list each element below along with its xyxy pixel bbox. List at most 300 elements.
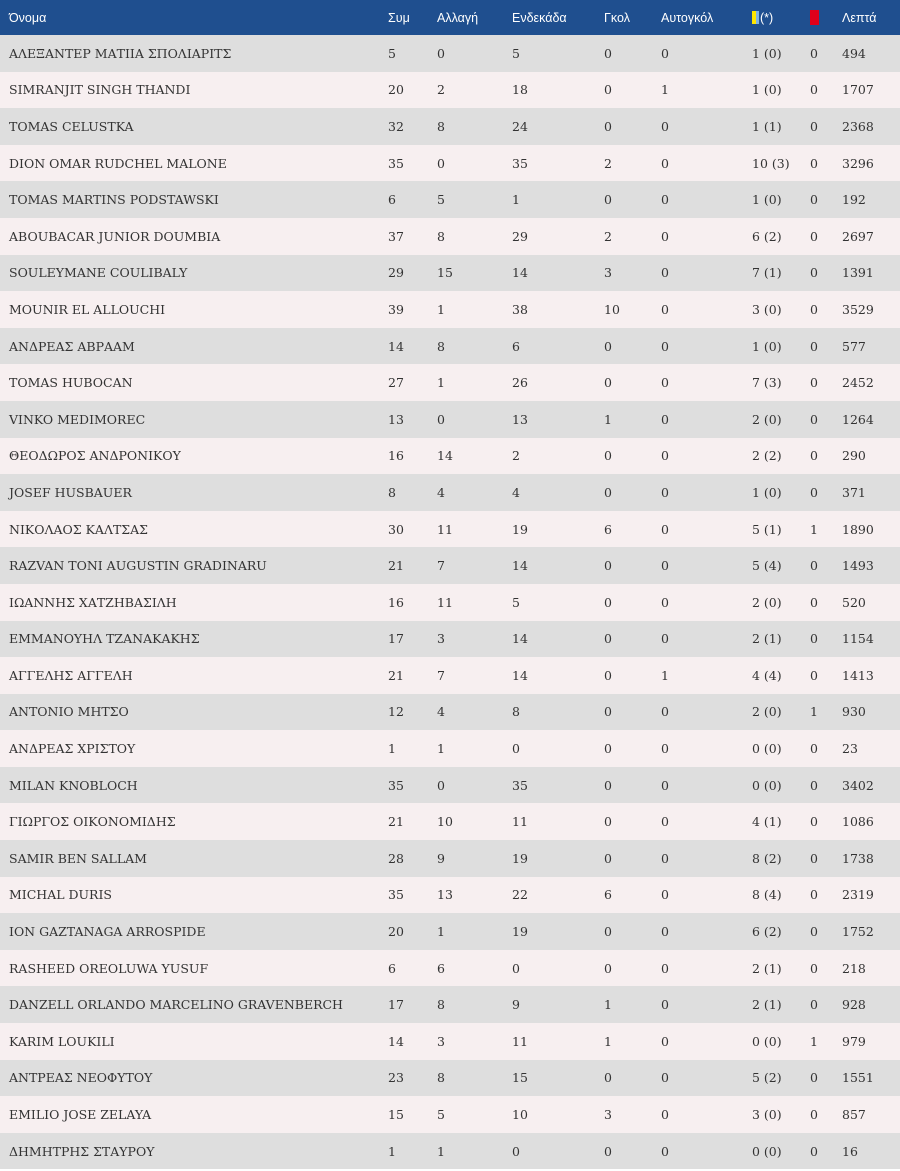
cell-yellow-cards: 5 (1) xyxy=(752,521,782,537)
header-goals[interactable]: Γκολ xyxy=(604,10,630,25)
cell-minutes: 2368 xyxy=(842,118,874,134)
cell-player-name: ΑΓΓΕΛΗΣ ΑΓΓΕΛΗ xyxy=(9,667,133,683)
cell-appearances: 35 xyxy=(388,777,404,793)
cell-appearances: 14 xyxy=(388,338,404,354)
cell-goals: 0 xyxy=(604,1070,612,1086)
cell-red-cards: 0 xyxy=(810,411,818,427)
cell-appearances: 35 xyxy=(388,887,404,903)
cell-appearances: 21 xyxy=(388,667,404,683)
cell-minutes: 1890 xyxy=(842,521,874,537)
cell-red-cards: 0 xyxy=(810,594,818,610)
cell-red-cards: 0 xyxy=(810,155,818,171)
cell-substitute-appearances: 11 xyxy=(437,521,453,537)
cell-red-cards: 0 xyxy=(810,192,818,208)
cell-starting-appearances: 19 xyxy=(512,924,528,940)
cell-red-cards: 1 xyxy=(810,1033,818,1049)
cell-own-goals: 0 xyxy=(661,521,669,537)
cell-appearances: 1 xyxy=(388,1143,396,1159)
cell-player-name: RAZVAN TONI AUGUSTIN GRADINARU xyxy=(9,558,267,574)
cell-player-name: ΕΜΜΑΝΟΥΗΛ ΤΖΑΝΑΚΑΚΗΣ xyxy=(9,631,200,647)
cell-substitute-appearances: 6 xyxy=(437,960,445,976)
cell-goals: 6 xyxy=(604,521,612,537)
cell-substitute-appearances: 5 xyxy=(437,192,445,208)
cell-minutes: 1551 xyxy=(842,1070,874,1086)
cell-player-name: ΑΛΕΞΑΝΤΕΡ ΜΑΤΙΙΑ ΣΠΟΛΙΑΡΙΤΣ xyxy=(9,45,232,61)
table-row xyxy=(0,474,900,511)
cell-own-goals: 0 xyxy=(661,631,669,647)
cell-substitute-appearances: 4 xyxy=(437,484,445,500)
cell-minutes: 3402 xyxy=(842,777,874,793)
cell-own-goals: 0 xyxy=(661,301,669,317)
cell-own-goals: 0 xyxy=(661,850,669,866)
cell-goals: 0 xyxy=(604,741,612,757)
table-row xyxy=(0,877,900,914)
cell-own-goals: 0 xyxy=(661,45,669,61)
cell-player-name: TOMAS CELUSTKA xyxy=(9,118,134,134)
cell-substitute-appearances: 1 xyxy=(437,1143,445,1159)
cell-goals: 0 xyxy=(604,594,612,610)
cell-yellow-cards: 10 (3) xyxy=(752,155,790,171)
cell-red-cards: 0 xyxy=(810,301,818,317)
cell-own-goals: 0 xyxy=(661,338,669,354)
cell-goals: 0 xyxy=(604,850,612,866)
cell-goals: 0 xyxy=(604,375,612,391)
cell-own-goals: 0 xyxy=(661,558,669,574)
cell-red-cards: 0 xyxy=(810,887,818,903)
cell-starting-appearances: 2 xyxy=(512,448,520,464)
cell-goals: 1 xyxy=(604,411,612,427)
cell-appearances: 39 xyxy=(388,301,404,317)
cell-starting-appearances: 29 xyxy=(512,228,528,244)
cell-substitute-appearances: 15 xyxy=(437,265,453,281)
table-row xyxy=(0,218,900,255)
cell-yellow-cards: 1 (0) xyxy=(752,82,782,98)
cell-substitute-appearances: 10 xyxy=(437,814,453,830)
cell-starting-appearances: 19 xyxy=(512,521,528,537)
cell-minutes: 1391 xyxy=(842,265,874,281)
cell-player-name: SIMRANJIT SINGH THANDI xyxy=(9,82,191,98)
cell-starting-appearances: 26 xyxy=(512,375,528,391)
cell-appearances: 29 xyxy=(388,265,404,281)
cell-player-name: RASHEED OREOLUWA YUSUF xyxy=(9,960,209,976)
cell-yellow-cards: 8 (2) xyxy=(752,850,782,866)
cell-substitute-appearances: 8 xyxy=(437,118,445,134)
cell-red-cards: 0 xyxy=(810,82,818,98)
cell-goals: 0 xyxy=(604,924,612,940)
cell-starting-appearances: 8 xyxy=(512,704,520,720)
cell-appearances: 27 xyxy=(388,375,404,391)
cell-minutes: 192 xyxy=(842,192,866,208)
cell-player-name: SOULEYMANE COULIBALY xyxy=(9,265,188,281)
cell-own-goals: 0 xyxy=(661,1033,669,1049)
cell-starting-appearances: 6 xyxy=(512,338,520,354)
cell-player-name: DANZELL ORLANDO MARCELINO GRAVENBERCH xyxy=(9,997,343,1013)
cell-own-goals: 0 xyxy=(661,814,669,830)
table-row xyxy=(0,767,900,804)
cell-minutes: 577 xyxy=(842,338,866,354)
cell-goals: 0 xyxy=(604,558,612,574)
cell-player-name: ΑΝΤΟΝΙΟ ΜΗΤΣΟ xyxy=(9,704,129,720)
cell-red-cards: 1 xyxy=(810,704,818,720)
cell-minutes: 3529 xyxy=(842,301,874,317)
cell-goals: 2 xyxy=(604,155,612,171)
cell-red-cards: 0 xyxy=(810,777,818,793)
table-row xyxy=(0,181,900,218)
red-card-icon xyxy=(810,10,819,25)
cell-red-cards: 0 xyxy=(810,631,818,647)
cell-own-goals: 0 xyxy=(661,960,669,976)
cell-appearances: 16 xyxy=(388,448,404,464)
cell-appearances: 15 xyxy=(388,1107,404,1123)
cell-goals: 0 xyxy=(604,118,612,134)
cell-minutes: 3296 xyxy=(842,155,874,171)
cell-player-name: KARIM LOUKILI xyxy=(9,1033,115,1049)
table-row xyxy=(0,255,900,292)
cell-goals: 0 xyxy=(604,667,612,683)
cell-red-cards: 0 xyxy=(810,1107,818,1123)
cell-starting-appearances: 22 xyxy=(512,887,528,903)
table-row xyxy=(0,950,900,987)
table-row xyxy=(0,511,900,548)
cell-own-goals: 0 xyxy=(661,118,669,134)
cell-own-goals: 0 xyxy=(661,448,669,464)
cell-red-cards: 0 xyxy=(810,667,818,683)
cell-minutes: 2319 xyxy=(842,887,874,903)
cell-minutes: 1493 xyxy=(842,558,874,574)
table-row xyxy=(0,547,900,584)
header-minutes[interactable]: Λεπτά xyxy=(842,10,877,25)
cell-substitute-appearances: 1 xyxy=(437,741,445,757)
cell-red-cards: 0 xyxy=(810,924,818,940)
cell-own-goals: 0 xyxy=(661,997,669,1013)
table-row xyxy=(0,328,900,365)
cell-yellow-cards: 1 (0) xyxy=(752,45,782,61)
table-row xyxy=(0,364,900,401)
cell-red-cards: 1 xyxy=(810,521,818,537)
cell-yellow-cards: 3 (0) xyxy=(752,301,782,317)
cell-player-name: ΝΙΚΟΛΑΟΣ ΚΑΛΤΣΑΣ xyxy=(9,521,149,537)
cell-yellow-cards: 0 (0) xyxy=(752,1033,782,1049)
cell-yellow-cards: 2 (1) xyxy=(752,960,782,976)
cell-goals: 0 xyxy=(604,814,612,830)
cell-appearances: 14 xyxy=(388,1033,404,1049)
cell-starting-appearances: 0 xyxy=(512,960,520,976)
cell-own-goals: 0 xyxy=(661,704,669,720)
cell-player-name: SAMIR BEN SALLAM xyxy=(9,850,147,866)
cell-yellow-cards: 5 (2) xyxy=(752,1070,782,1086)
cell-player-name: ΑΝΔΡΕΑΣ ΧΡΙΣΤΟΥ xyxy=(9,741,136,757)
cell-goals: 0 xyxy=(604,960,612,976)
cell-own-goals: 0 xyxy=(661,1070,669,1086)
cell-yellow-cards: 6 (2) xyxy=(752,924,782,940)
cell-starting-appearances: 35 xyxy=(512,777,528,793)
header-yellow-cards[interactable] xyxy=(752,11,810,25)
cell-starting-appearances: 15 xyxy=(512,1070,528,1086)
cell-goals: 1 xyxy=(604,997,612,1013)
header-own-goals[interactable]: Αυτογκόλ xyxy=(661,10,714,25)
cell-minutes: 218 xyxy=(842,960,866,976)
cell-player-name: EMILIO JOSE ZELAYA xyxy=(9,1107,152,1123)
cell-substitute-appearances: 3 xyxy=(437,1033,445,1049)
cell-red-cards: 0 xyxy=(810,118,818,134)
cell-yellow-cards: 0 (0) xyxy=(752,777,782,793)
cell-starting-appearances: 18 xyxy=(512,82,528,98)
cell-goals: 0 xyxy=(604,484,612,500)
cell-starting-appearances: 5 xyxy=(512,594,520,610)
cell-substitute-appearances: 1 xyxy=(437,375,445,391)
cell-yellow-cards: 4 (1) xyxy=(752,814,782,830)
header-name[interactable]: Όνομα xyxy=(9,10,47,25)
cell-player-name: MOUNIR EL ALLOUCHI xyxy=(9,301,166,317)
cell-goals: 0 xyxy=(604,631,612,647)
cell-goals: 0 xyxy=(604,448,612,464)
cell-yellow-cards: 5 (4) xyxy=(752,558,782,574)
table-row xyxy=(0,1096,900,1133)
cell-starting-appearances: 13 xyxy=(512,411,528,427)
cell-appearances: 5 xyxy=(388,45,396,61)
cell-goals: 0 xyxy=(604,777,612,793)
cell-substitute-appearances: 0 xyxy=(437,45,445,61)
cell-substitute-appearances: 9 xyxy=(437,850,445,866)
cell-appearances: 6 xyxy=(388,960,396,976)
cell-player-name: ΑΝΤΡΕΑΣ ΝΕΟΦΥΤΟΥ xyxy=(9,1070,153,1086)
cell-minutes: 371 xyxy=(842,484,866,500)
cell-player-name: ΑΝΔΡΕΑΣ ΑΒΡΑΑΜ xyxy=(9,338,135,354)
table-row xyxy=(0,803,900,840)
cell-yellow-cards: 0 (0) xyxy=(752,1143,782,1159)
cell-yellow-cards: 8 (4) xyxy=(752,887,782,903)
cell-substitute-appearances: 1 xyxy=(437,924,445,940)
header-sub[interactable]: Αλλαγή xyxy=(437,10,479,25)
cell-player-name: ION GAZTANAGA ARROSPIDE xyxy=(9,924,206,940)
cell-substitute-appearances: 1 xyxy=(437,301,445,317)
cell-own-goals: 1 xyxy=(661,667,669,683)
cell-player-name: ΙΩΑΝΝΗΣ ΧΑΤΖΗΒΑΣΙΛΗ xyxy=(9,594,177,610)
cell-starting-appearances: 14 xyxy=(512,265,528,281)
cell-minutes: 1413 xyxy=(842,667,874,683)
cell-substitute-appearances: 8 xyxy=(437,997,445,1013)
cell-substitute-appearances: 0 xyxy=(437,155,445,171)
table-row xyxy=(0,72,900,109)
cell-minutes: 1086 xyxy=(842,814,874,830)
table-row xyxy=(0,986,900,1023)
cell-red-cards: 0 xyxy=(810,228,818,244)
cell-starting-appearances: 1 xyxy=(512,192,520,208)
cell-appearances: 28 xyxy=(388,850,404,866)
cell-appearances: 17 xyxy=(388,997,404,1013)
cell-own-goals: 0 xyxy=(661,155,669,171)
table-body xyxy=(0,35,900,1169)
cell-minutes: 290 xyxy=(842,448,866,464)
cell-starting-appearances: 4 xyxy=(512,484,520,500)
cell-goals: 0 xyxy=(604,192,612,208)
cell-yellow-cards: 4 (4) xyxy=(752,667,782,683)
cell-starting-appearances: 14 xyxy=(512,558,528,574)
cell-substitute-appearances: 8 xyxy=(437,1070,445,1086)
cell-player-name: ΔΗΜΗΤΡΗΣ ΣΤΑΥΡΟΥ xyxy=(9,1143,155,1159)
cell-own-goals: 0 xyxy=(661,192,669,208)
cell-goals: 0 xyxy=(604,704,612,720)
cell-appearances: 32 xyxy=(388,118,404,134)
cell-player-name: ABOUBACAR JUNIOR DOUMBIA xyxy=(9,228,221,244)
cell-goals: 0 xyxy=(604,1143,612,1159)
cell-yellow-cards: 1 (0) xyxy=(752,338,782,354)
cell-starting-appearances: 14 xyxy=(512,667,528,683)
cell-appearances: 8 xyxy=(388,484,396,500)
cell-starting-appearances: 14 xyxy=(512,631,528,647)
cell-yellow-cards: 2 (0) xyxy=(752,704,782,720)
cell-player-name: MILAN KNOBLOCH xyxy=(9,777,138,793)
cell-red-cards: 0 xyxy=(810,448,818,464)
cell-minutes: 2697 xyxy=(842,228,874,244)
cell-yellow-cards: 1 (0) xyxy=(752,484,782,500)
cell-minutes: 928 xyxy=(842,997,866,1013)
cell-goals: 6 xyxy=(604,887,612,903)
cell-own-goals: 0 xyxy=(661,594,669,610)
cell-appearances: 20 xyxy=(388,82,404,98)
cell-own-goals: 0 xyxy=(661,265,669,281)
cell-yellow-cards: 7 (1) xyxy=(752,265,782,281)
cell-red-cards: 0 xyxy=(810,814,818,830)
table-row xyxy=(0,730,900,767)
header-apps[interactable]: Συμ xyxy=(388,10,410,25)
cell-yellow-cards: 7 (3) xyxy=(752,375,782,391)
cell-substitute-appearances: 3 xyxy=(437,631,445,647)
cell-minutes: 979 xyxy=(842,1033,866,1049)
cell-yellow-cards: 2 (0) xyxy=(752,594,782,610)
cell-own-goals: 0 xyxy=(661,375,669,391)
cell-minutes: 930 xyxy=(842,704,866,720)
cell-minutes: 1707 xyxy=(842,82,874,98)
cell-own-goals: 0 xyxy=(661,924,669,940)
cell-appearances: 30 xyxy=(388,521,404,537)
table-row xyxy=(0,657,900,694)
cell-appearances: 13 xyxy=(388,411,404,427)
table-header xyxy=(0,0,900,35)
cell-red-cards: 0 xyxy=(810,997,818,1013)
cell-appearances: 35 xyxy=(388,155,404,171)
cell-player-name: ΓΙΩΡΓΟΣ ΟΙΚΟΝΟΜΙΔΗΣ xyxy=(9,814,176,830)
cell-appearances: 37 xyxy=(388,228,404,244)
cell-substitute-appearances: 13 xyxy=(437,887,453,903)
cell-appearances: 20 xyxy=(388,924,404,940)
cell-red-cards: 0 xyxy=(810,375,818,391)
table-row xyxy=(0,1023,900,1060)
cell-own-goals: 0 xyxy=(661,484,669,500)
cell-substitute-appearances: 0 xyxy=(437,777,445,793)
cell-goals: 2 xyxy=(604,228,612,244)
cell-appearances: 16 xyxy=(388,594,404,610)
cell-minutes: 1154 xyxy=(842,631,874,647)
cell-goals: 1 xyxy=(604,1033,612,1049)
cell-minutes: 1264 xyxy=(842,411,874,427)
cell-player-name: TOMAS MARTINS PODSTAWSKI xyxy=(9,192,219,208)
cell-minutes: 494 xyxy=(842,45,866,61)
cell-appearances: 1 xyxy=(388,741,396,757)
table-row xyxy=(0,401,900,438)
cell-own-goals: 0 xyxy=(661,1107,669,1123)
cell-player-name: JOSEF HUSBAUER xyxy=(9,484,132,500)
cell-starting-appearances: 24 xyxy=(512,118,528,134)
cell-goals: 0 xyxy=(604,338,612,354)
cell-substitute-appearances: 14 xyxy=(437,448,453,464)
cell-yellow-cards: 1 (0) xyxy=(752,192,782,208)
cell-red-cards: 0 xyxy=(810,338,818,354)
yellow-card-icon xyxy=(752,11,759,24)
cell-minutes: 1752 xyxy=(842,924,874,940)
cell-yellow-cards: 1 (1) xyxy=(752,118,782,134)
cell-substitute-appearances: 8 xyxy=(437,338,445,354)
table-row xyxy=(0,694,900,731)
cell-own-goals: 0 xyxy=(661,1143,669,1159)
cell-own-goals: 0 xyxy=(661,777,669,793)
cell-own-goals: 0 xyxy=(661,228,669,244)
cell-red-cards: 0 xyxy=(810,45,818,61)
table-row xyxy=(0,145,900,182)
cell-appearances: 12 xyxy=(388,704,404,720)
cell-starting-appearances: 0 xyxy=(512,741,520,757)
cell-red-cards: 0 xyxy=(810,741,818,757)
cell-appearances: 21 xyxy=(388,814,404,830)
cell-minutes: 1738 xyxy=(842,850,874,866)
table-row xyxy=(0,35,900,72)
cell-red-cards: 0 xyxy=(810,960,818,976)
cell-yellow-cards: 2 (1) xyxy=(752,631,782,647)
cell-substitute-appearances: 4 xyxy=(437,704,445,720)
cell-own-goals: 0 xyxy=(661,887,669,903)
cell-substitute-appearances: 8 xyxy=(437,228,445,244)
cell-yellow-cards: 2 (2) xyxy=(752,448,782,464)
cell-starting-appearances: 10 xyxy=(512,1107,528,1123)
cell-player-name: ΘΕΟΔΩΡΟΣ ΑΝΔΡΟΝΙΚΟΥ xyxy=(9,448,181,464)
cell-goals: 0 xyxy=(604,82,612,98)
cell-goals: 0 xyxy=(604,45,612,61)
header-start[interactable]: Ενδεκάδα xyxy=(512,10,567,25)
cell-minutes: 857 xyxy=(842,1107,866,1123)
cell-minutes: 520 xyxy=(842,594,866,610)
table-row xyxy=(0,621,900,658)
cell-starting-appearances: 38 xyxy=(512,301,528,317)
cell-red-cards: 0 xyxy=(810,1070,818,1086)
cell-goals: 10 xyxy=(604,301,620,317)
cell-minutes: 23 xyxy=(842,741,858,757)
cell-goals: 3 xyxy=(604,1107,612,1123)
header-red-cards[interactable] xyxy=(810,10,842,25)
cell-red-cards: 0 xyxy=(810,484,818,500)
cell-appearances: 6 xyxy=(388,192,396,208)
cell-own-goals: 1 xyxy=(661,82,669,98)
cell-yellow-cards: 2 (0) xyxy=(752,411,782,427)
table-row xyxy=(0,108,900,145)
cell-starting-appearances: 0 xyxy=(512,1143,520,1159)
table-row xyxy=(0,913,900,950)
cell-substitute-appearances: 5 xyxy=(437,1107,445,1123)
cell-player-name: VINKO MEDIMOREC xyxy=(9,411,146,427)
cell-player-name: TOMAS HUBOCAN xyxy=(9,375,133,391)
cell-appearances: 23 xyxy=(388,1070,404,1086)
table-row xyxy=(0,1133,900,1170)
cell-starting-appearances: 19 xyxy=(512,850,528,866)
cell-substitute-appearances: 7 xyxy=(437,667,445,683)
cell-goals: 3 xyxy=(604,265,612,281)
table-row xyxy=(0,584,900,621)
cell-starting-appearances: 35 xyxy=(512,155,528,171)
cell-minutes: 16 xyxy=(842,1143,858,1159)
cell-minutes: 2452 xyxy=(842,375,874,391)
cell-starting-appearances: 11 xyxy=(512,814,528,830)
cell-yellow-cards: 3 (0) xyxy=(752,1107,782,1123)
cell-substitute-appearances: 0 xyxy=(437,411,445,427)
